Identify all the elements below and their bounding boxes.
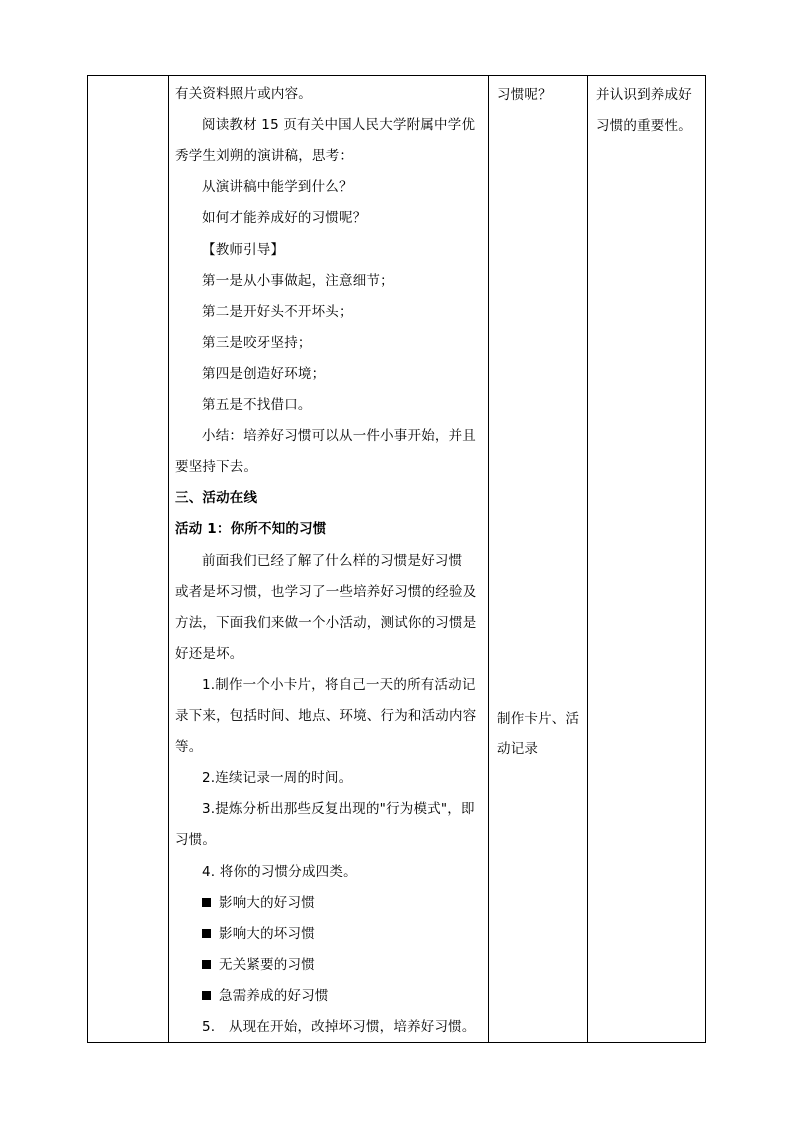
main-text-line: 1.制作一个小卡片，将自己一天的所有活动记 [202,676,476,693]
main-text-line: 录下来，包括时间、地点、环境、行为和活动内容 [175,708,477,724]
main-text-line: 好还是坏。 [175,645,244,662]
main-content-cell [169,76,487,1042]
habit-category-label: 无关紧要的习惯 [219,956,315,973]
habit-category-item [202,925,483,943]
third-column-top-text: 习惯呢？ [497,87,552,103]
main-text-line: 如何才能养成好的习惯呢？ [202,210,367,227]
main-final-line: 5. 从现在开始，改掉坏习惯，培养好习惯。 [202,1019,476,1035]
habit-category-label: 影响大的坏习惯 [219,925,315,942]
main-text-line: 要坚持下去。 [175,459,258,476]
main-text-line: 有关资料照片或内容。 [175,86,312,102]
fourth-column-line-2: 习惯的重要性。 [596,118,692,134]
main-text-line: 或者是坏习惯，也学习了一些培养好习惯的经验及 [175,583,477,600]
main-text-line: 阅读教材 15 页有关中国人民大学附属中学优 [202,117,476,134]
third-column-cell [489,76,587,1042]
main-text-line: 2.连续记录一周的时间。 [202,770,353,787]
main-text-line: 4. 将你的习惯分成四类。 [202,863,357,880]
main-text-line: 第二是开好头不开坏头； [202,303,353,320]
habit-category-label: 影响大的好习惯 [219,894,315,911]
third-column-activity-line-2: 动记录 [497,741,539,757]
main-text-line: 活动 1：你所不知的习惯 [175,521,327,538]
main-text-line: 【教师引导】 [202,241,285,258]
square-bullet-icon [202,898,211,907]
first-column-cell [88,76,168,1042]
habit-category-item [202,894,483,912]
fourth-column-cell [588,76,707,1042]
main-text-line: 从演讲稿中能学到什么？ [202,179,353,196]
main-text-line: 等。 [175,739,203,756]
main-text-line: 小结：培养好习惯可以从一件小事开始，并且 [202,428,476,445]
main-text-line: 三、活动在线 [175,490,258,507]
main-text-line: 习惯。 [175,832,217,849]
habit-category-item [202,956,483,974]
square-bullet-icon [202,960,211,969]
main-text-line: 第五是不找借口。 [202,397,312,413]
habit-category-item [202,987,483,1005]
main-text-line: 秀学生刘朔的演讲稿，思考： [175,148,354,165]
square-bullet-icon [202,991,211,1000]
main-text-line: 方法，下面我们来做一个小活动，测试你的习惯是 [175,614,477,631]
main-text-line: 第一是从小事做起，注意细节； [202,272,394,289]
lesson-plan-table [87,75,706,1043]
habit-category-label: 急需养成的好习惯 [219,987,329,1004]
square-bullet-icon [202,929,211,938]
main-text-line: 第三是咬牙坚持； [202,334,312,351]
main-text-line: 3.提炼分析出那些反复出现的"行为模式"，即 [202,801,475,818]
third-column-activity-line-1: 制作卡片、活 [497,711,580,727]
fourth-column-line-1: 并认识到养成好 [596,87,692,103]
main-text-line: 前面我们已经了解了什么样的习惯是好习惯 [202,552,463,569]
main-text-line: 第四是创造好环境； [202,365,326,382]
